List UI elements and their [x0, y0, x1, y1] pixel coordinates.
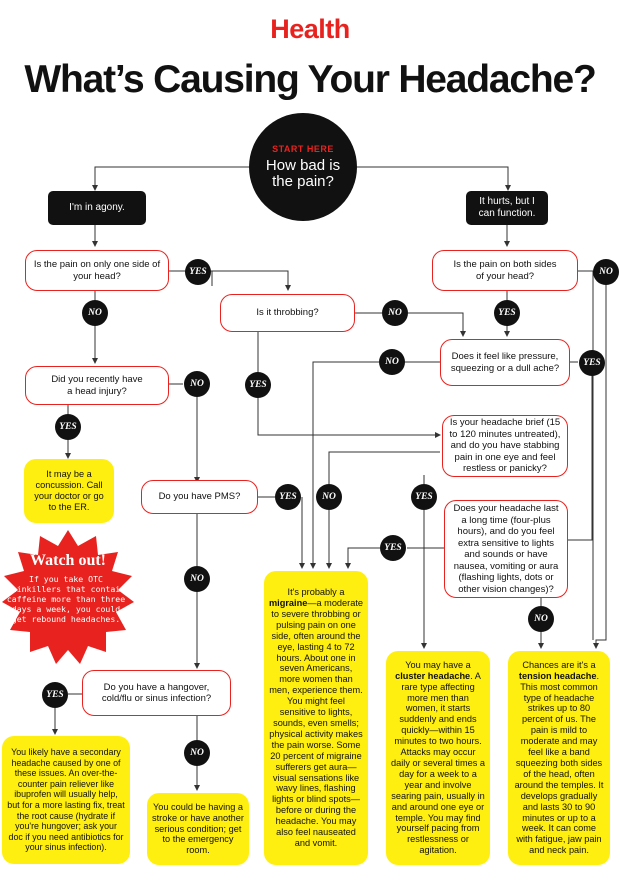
branch-function: It hurts, but I can function. [466, 191, 548, 225]
yes-badge: YES [275, 484, 301, 510]
migraine-term: migraine [269, 598, 308, 609]
question-throbbing: Is it throbbing? [220, 294, 355, 332]
branch-agony: I'm in agony. [48, 191, 146, 225]
yes-badge: YES [185, 259, 211, 285]
migraine-intro: It's probably a [287, 587, 345, 598]
yes-badge: YES [494, 300, 520, 326]
warning-text: If you take OTC painkillers that contain caffeine more than three days a week, you could get rebound headaches. [6, 574, 126, 624]
result-secondary [2, 736, 130, 864]
start-question: How bad is the pain? [265, 157, 341, 190]
no-badge: NO [593, 259, 619, 285]
question-pms: Do you have PMS? [141, 480, 258, 514]
cluster-term: cluster headache [395, 670, 471, 681]
result-stroke-text: You could be having a stroke or have another serious condition; get to the emergency room. [152, 801, 244, 856]
question-hangover: Do you have a hangover, cold/flu or sinus infection? [82, 670, 231, 716]
yes-badge: YES [411, 484, 437, 510]
result-migraine [264, 571, 368, 865]
question-both-sides: Is the pain on both sides of your head? [432, 250, 578, 291]
no-badge: NO [382, 300, 408, 326]
tension-intro: Chances are it's a [522, 659, 596, 670]
no-badge: NO [316, 484, 342, 510]
question-brief: Is your headache brief (15 to 120 minutes untreated), and do you have stabbing pain in one eye and feel restless or panicky? [442, 415, 568, 477]
brand-logo: Health [270, 14, 350, 44]
result-tension [508, 651, 610, 865]
no-badge: NO [184, 740, 210, 766]
start-label: START HERE [272, 144, 334, 154]
yes-badge: YES [245, 372, 271, 398]
tension-description: . This most common type of headache strikes up to 80 percent of us. The pain is mild to moderate and may feel like a band squeezing both sides of the head, often around the temples. It develops gradually and lasts 30 to 90 minutes or up to a week. It can come with fatigue, jaw pain and neck pain. [514, 670, 604, 856]
start-node [249, 113, 357, 221]
result-secondary-text: You likely have a secondary headache caused by one of these issues. An over-the-counter pain reliever like ibuprofen will usually help, but for a more lasting fix, treat the root cause (hydrate if you're hungover; ask your doc if you need antibiotics for your sinus infection). [7, 747, 125, 853]
cluster-intro: You may have a [405, 659, 471, 670]
result-concussion [24, 459, 114, 523]
question-head-injury: Did you recently have a head injury? [25, 366, 169, 405]
result-concussion-text: It may be a concussion. Call your doctor or go to the ER. [34, 469, 104, 512]
question-pressure: Does it feel like pressure, squeezing or a dull ache? [440, 339, 570, 386]
result-cluster [386, 651, 490, 865]
migraine-description: —a moderate to severe throbbing or pulsing pain on one side, often around the eye, lasting 4 to 72 hours. About one in seven Americans, more women than men, experience them. You might feel sensitive to lights, sounds, even smells; physical activity makes the pain worse. Some 20 percent of migraine sufferers get aura—visual sensations like wavy lines, flashing lights or blind spots—before or during the headache. You may also feel nauseated and vomit. [269, 598, 363, 848]
tension-term: tension headache [518, 670, 597, 681]
yes-badge: YES [380, 535, 406, 561]
no-badge: NO [184, 371, 210, 397]
yes-badge: YES [55, 414, 81, 440]
question-long-time: Does your headache last a long time (four-plus hours), and do you feel extra sensitive to lights and sounds or have nausea, vomiting or aura (flashing lights, dots or other vision changes)? [444, 500, 568, 598]
page-title: What’s Causing Your Headache? [24, 58, 596, 101]
warning-title: Watch out! [30, 552, 106, 569]
no-badge: NO [528, 606, 554, 632]
no-badge: NO [184, 566, 210, 592]
yes-badge: YES [42, 682, 68, 708]
result-stroke [147, 793, 249, 865]
yes-badge: YES [579, 350, 605, 376]
cluster-description: . A rare type affecting more men than women, it starts suddenly and ends quickly—within 15 minutes to two hours. Attacks may occur daily or several times a day for a week to a year and involve searing pain, usually in and around one eye or temple. You may find yourself pacing from restlessness or agitation. [391, 670, 485, 856]
no-badge: NO [379, 349, 405, 375]
question-one-side: Is the pain on only one side of your head? [25, 250, 169, 291]
no-badge: NO [82, 300, 108, 326]
